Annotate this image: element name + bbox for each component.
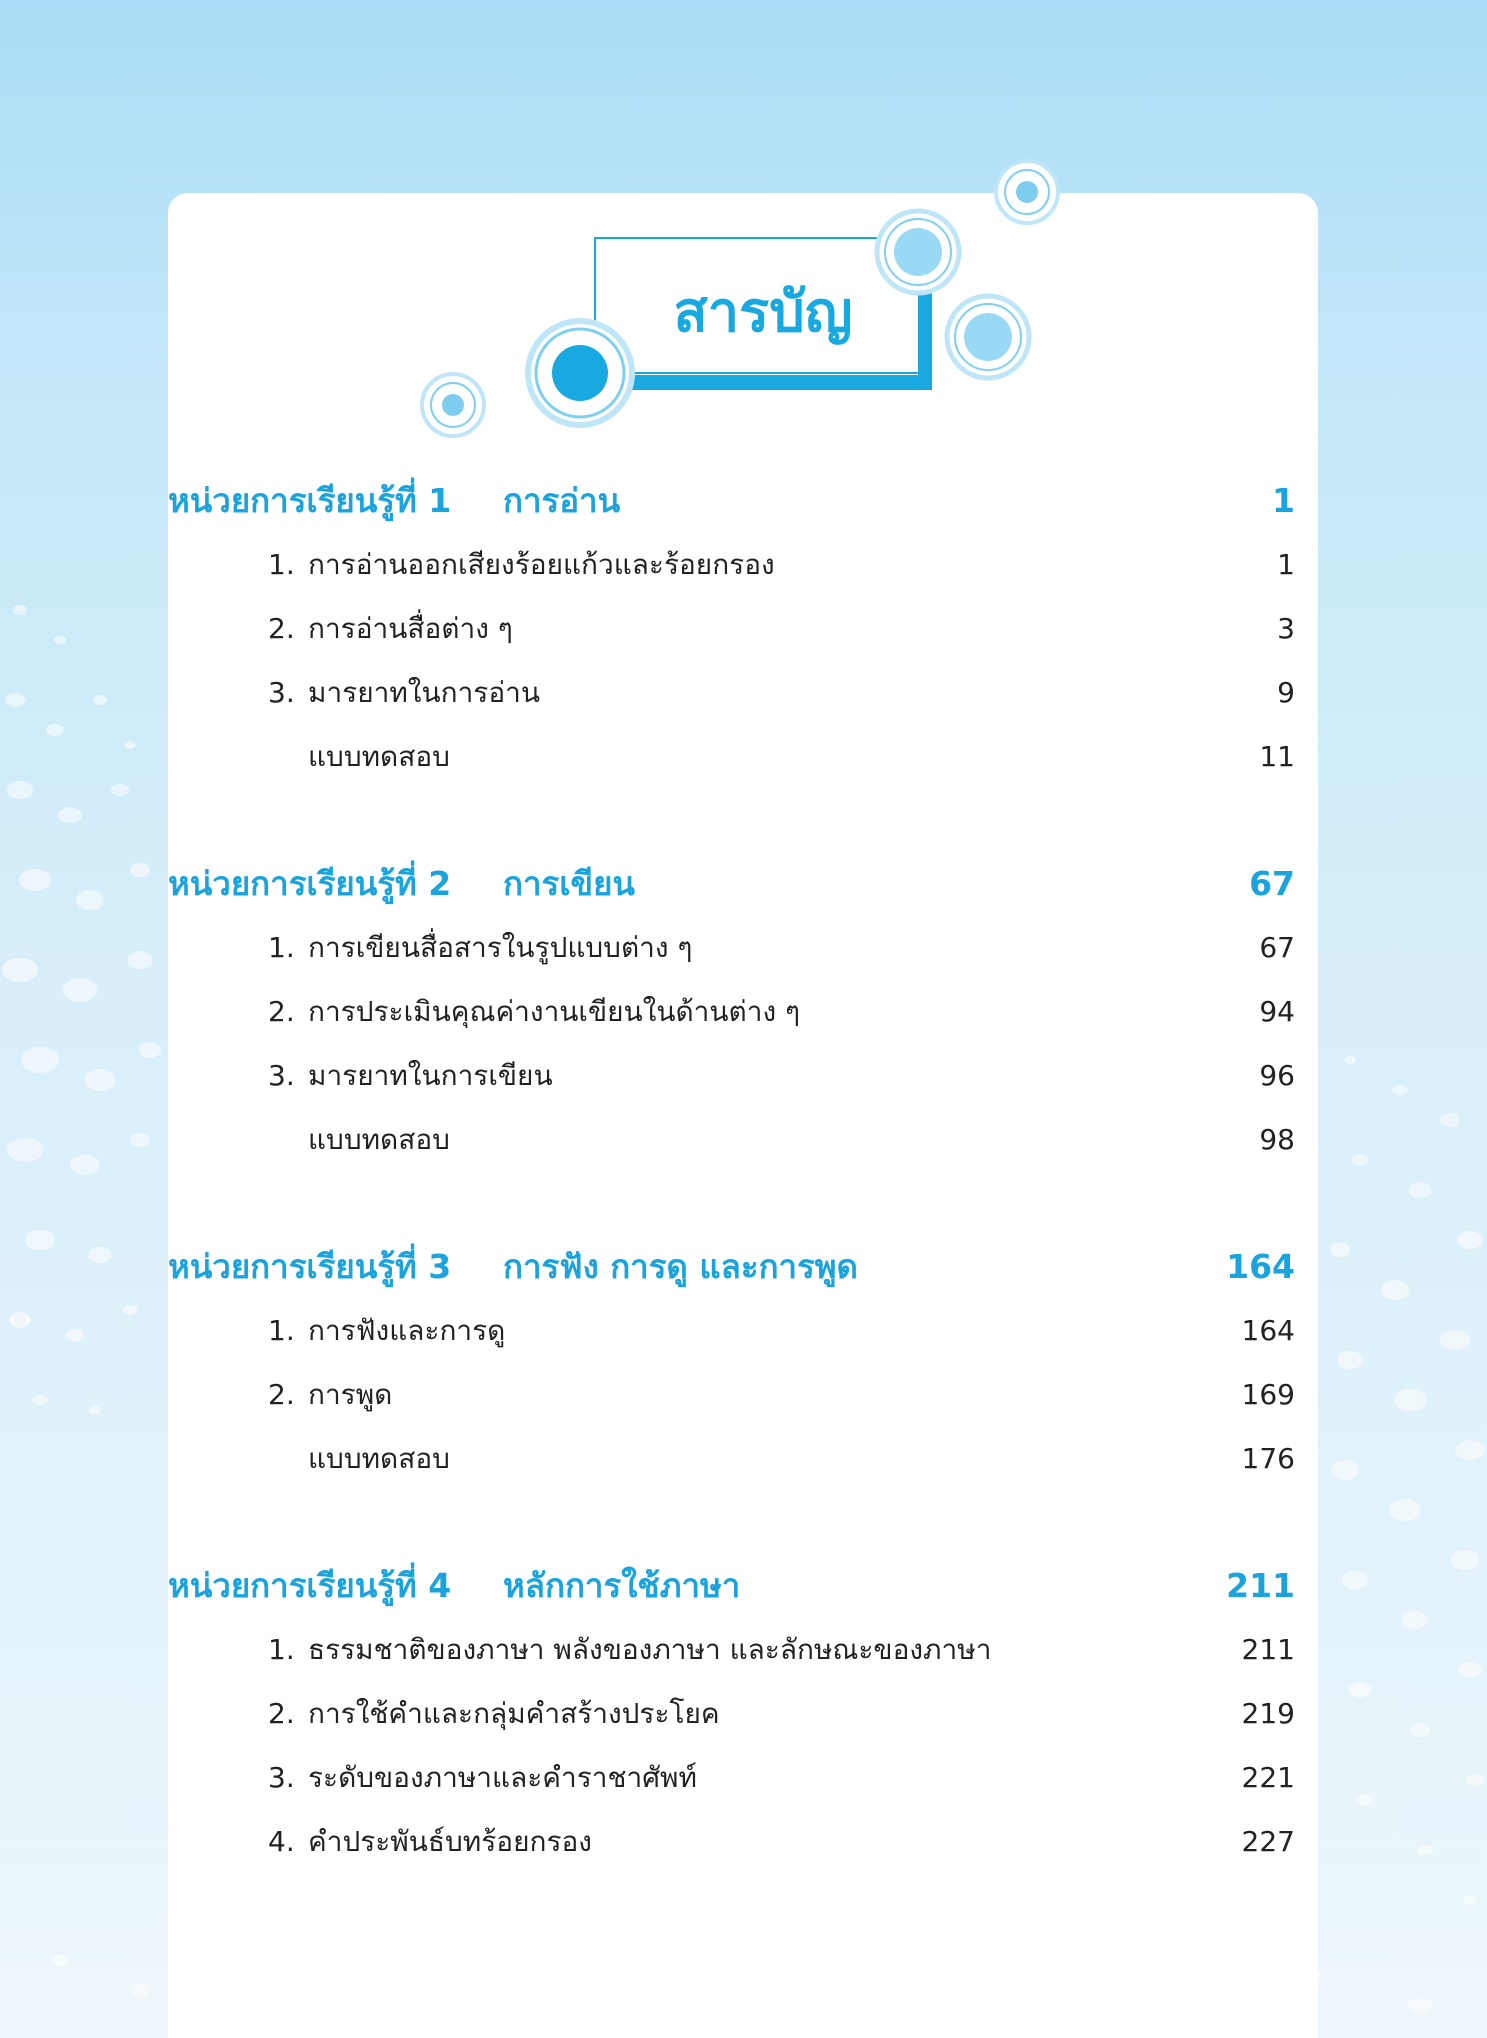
item-number: 4. — [268, 1825, 295, 1858]
toc-item[interactable] — [168, 1054, 1295, 1098]
toc-item[interactable] — [168, 543, 1295, 587]
item-number: 2. — [268, 995, 295, 1028]
item-title: การเขียนสื่อสารในรูปแบบต่าง ๆ — [308, 931, 693, 964]
item-page-number: 3 — [1277, 612, 1295, 645]
item-page-number: 1 — [1277, 548, 1295, 581]
unit-title: การเขียน — [503, 864, 635, 903]
item-title: คำประพันธ์บทร้อยกรอง — [308, 1825, 592, 1858]
unit-heading[interactable] — [168, 1243, 1295, 1291]
item-number: 2. — [268, 1697, 295, 1730]
item-page-number: 221 — [1241, 1761, 1295, 1794]
toc-item[interactable] — [168, 671, 1295, 715]
unit-heading[interactable] — [168, 477, 1295, 525]
item-title: การอ่านออกเสียงร้อยแก้วและร้อยกรอง — [308, 548, 775, 581]
toc-item[interactable] — [168, 1118, 1295, 1162]
item-page-number: 211 — [1241, 1633, 1295, 1666]
item-number: 3. — [268, 1059, 295, 1092]
item-title: การประเมินคุณค่างานเขียนในด้านต่าง ๆ — [308, 995, 801, 1028]
item-page-number: 219 — [1241, 1697, 1295, 1730]
item-title: ระดับของภาษาและคำราชาศัพท์ — [308, 1761, 697, 1794]
item-page-number: 98 — [1259, 1123, 1295, 1156]
toc-item[interactable] — [168, 1437, 1295, 1481]
item-title: แบบทดสอบ — [308, 1123, 450, 1156]
item-number: 3. — [268, 676, 295, 709]
unit-label: หน่วยการเรียนรู้ที่ 4 — [168, 1566, 452, 1605]
item-number: 1. — [268, 1633, 295, 1666]
unit-title: การอ่าน — [503, 481, 621, 520]
item-title: มารยาทในการเขียน — [308, 1059, 553, 1092]
unit-title: หลักการใช้ภาษา — [503, 1566, 741, 1605]
unit-label: หน่วยการเรียนรู้ที่ 2 — [168, 864, 452, 903]
bubble-corner-icon — [996, 161, 1058, 223]
item-page-number: 169 — [1241, 1378, 1295, 1411]
page-title: สารบัญ — [673, 280, 853, 345]
item-page-number: 164 — [1241, 1314, 1295, 1347]
item-title: แบบทดสอบ — [308, 1442, 450, 1475]
toc-item[interactable] — [168, 1756, 1295, 1800]
toc-item[interactable] — [168, 926, 1295, 970]
item-title: แบบทดสอบ — [308, 740, 450, 773]
toc-item[interactable] — [168, 1628, 1295, 1672]
item-number: 1. — [268, 548, 295, 581]
item-page-number: 9 — [1277, 676, 1295, 709]
toc-item[interactable] — [168, 1692, 1295, 1736]
bubble-small-left-icon — [422, 374, 484, 436]
item-number: 1. — [268, 1314, 295, 1347]
item-title: การอ่านสื่อต่าง ๆ — [308, 612, 513, 645]
toc-item[interactable] — [168, 990, 1295, 1034]
item-page-number: 94 — [1259, 995, 1295, 1028]
item-number: 3. — [268, 1761, 295, 1794]
unit-title: การฟัง การดู และการพูด — [503, 1247, 858, 1286]
toc-item[interactable] — [168, 735, 1295, 779]
item-number: 2. — [268, 1378, 295, 1411]
unit-heading[interactable] — [168, 860, 1295, 908]
item-page-number: 11 — [1259, 740, 1295, 773]
unit-page-number: 67 — [1249, 864, 1295, 903]
item-number: 1. — [268, 931, 295, 964]
unit-page-number: 211 — [1226, 1566, 1295, 1605]
toc-item[interactable] — [168, 1309, 1295, 1353]
item-title: การพูด — [308, 1378, 393, 1411]
item-title: ธรรมชาติของภาษา พลังของภาษา และลักษณะของภาษา — [308, 1633, 992, 1666]
bubble-right-icon — [947, 296, 1029, 378]
title-decoration — [0, 0, 1487, 460]
item-page-number: 67 — [1259, 931, 1295, 964]
item-title: การฟังและการดู — [308, 1314, 506, 1347]
item-number: 2. — [268, 612, 295, 645]
unit-page-number: 1 — [1272, 481, 1295, 520]
unit-heading[interactable] — [168, 1562, 1295, 1610]
toc-item[interactable] — [168, 1373, 1295, 1417]
item-page-number: 176 — [1241, 1442, 1295, 1475]
item-title: มารยาทในการอ่าน — [308, 676, 541, 709]
toc-item[interactable] — [168, 607, 1295, 651]
unit-label: หน่วยการเรียนรู้ที่ 1 — [168, 481, 452, 520]
item-title: การใช้คำและกลุ่มคำสร้างประโยค — [308, 1697, 720, 1730]
item-page-number: 227 — [1241, 1825, 1295, 1858]
unit-page-number: 164 — [1226, 1247, 1295, 1286]
item-page-number: 96 — [1259, 1059, 1295, 1092]
unit-label: หน่วยการเรียนรู้ที่ 3 — [168, 1247, 452, 1286]
toc-item[interactable] — [168, 1820, 1295, 1864]
